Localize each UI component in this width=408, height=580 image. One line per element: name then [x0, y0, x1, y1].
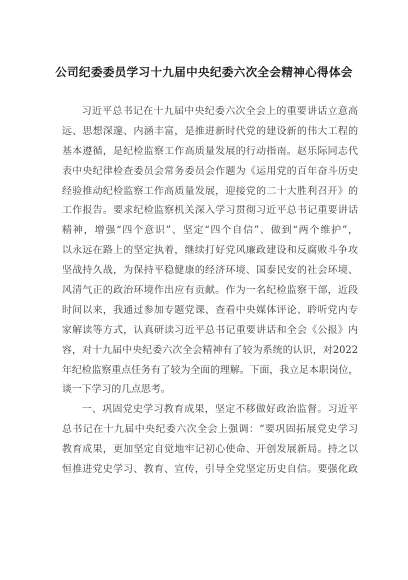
- paragraph-intro: [62, 102, 358, 400]
- paragraph-section-one: [62, 400, 358, 480]
- text-line: 恒推进党史学习、教育、宣传，引导全党坚定历史自信。要强化政: [62, 464, 358, 476]
- text-line: 教育成果，更加坚定自觉地牢记初心使命、开创发展新局。持之以: [62, 444, 358, 456]
- document-title: 公司纪委委员学习十九届中央纪委六次全会精神心得体会: [55, 65, 353, 79]
- text-line: 风清气正的政治环境作出应有贡献。作为一名纪检监察干部，近段: [62, 285, 358, 297]
- text-line: 年纪检监察重点任务有了较为全面的理解。下面，我立足本职岗位，: [62, 364, 359, 376]
- text-line: 容，对十九届中央纪委六次全会精神有了较为系统的认识，对2022: [62, 344, 358, 356]
- text-line: 时间以来，我通过参加专题党课、查看中央媒体评论、聆听党内专: [62, 304, 358, 316]
- text-line: 基本遵循，是纪检监察工作高质量发展的行动指南。赵乐际同志代: [62, 145, 358, 157]
- text-line: 习近平总书记在十九届中央纪委六次全会上的重要讲话立意高: [81, 106, 358, 117]
- text-line: 谈一下学习的几点思考。: [62, 384, 171, 396]
- document-body: [62, 102, 358, 480]
- text-line: 远、思想深邃、内涵丰富，是推进新时代党的建设新的伟大工程的: [62, 125, 358, 137]
- text-line: 精神，增强“四个意识”、坚定“四个自信”、做到“两个维护”，: [62, 225, 358, 237]
- text-line: 坚战持久战，为保持平稳健康的经济环境、国泰民安的社会环境、: [62, 265, 358, 277]
- text-line: 工作报告。要求纪检监察机关深入学习贯彻习近平总书记重要讲话: [62, 205, 358, 217]
- text-line: 家解读等方式，认真研读习近平总书记重要讲话和全会《公报》内: [62, 324, 358, 336]
- text-line: 经验推动纪检监察工作高质量发展，迎接党的二十大胜利召开》的: [62, 185, 358, 197]
- text-line: 以永远在路上的坚定执着，继续打好党风廉政建设和反腐败斗争攻: [62, 245, 358, 257]
- text-line: 一、巩固党史学习教育成果，坚定不移做好政治监督。习近平: [81, 404, 358, 416]
- text-line: 表中央纪律检查委员会常务委员会作题为《运用党的百年奋斗历史: [62, 165, 358, 177]
- text-line: 总书记在十九届中央纪委六次全会上强调：“要巩固拓展党史学习: [62, 424, 358, 436]
